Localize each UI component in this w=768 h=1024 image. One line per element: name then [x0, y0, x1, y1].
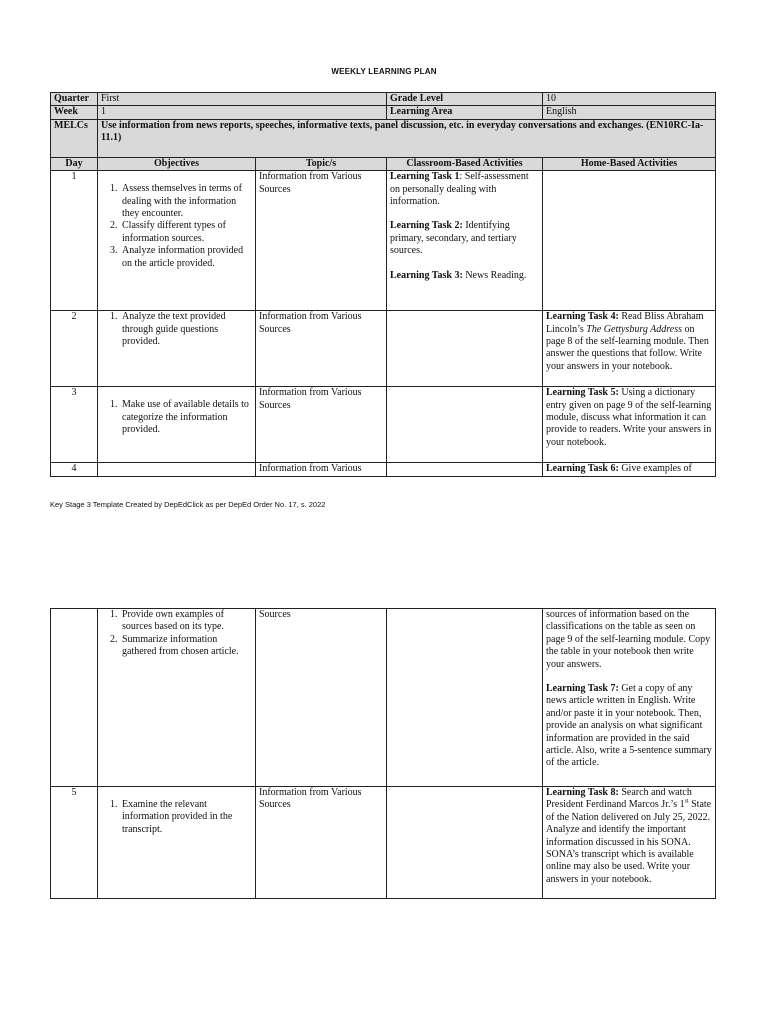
grade-value: 10 [543, 93, 716, 106]
learning-task-1 [390, 171, 539, 208]
topic-cell: Information from Various [256, 463, 387, 476]
objective-item: 1. Analyze the text provided through guide questions provided. [120, 311, 252, 348]
learning-task-2 [390, 220, 539, 257]
grade-label: Grade Level [387, 93, 543, 106]
task-text: Read Bliss Abraham Lincoln’s [546, 311, 704, 335]
classroom-cell [387, 787, 543, 899]
home-cell [543, 609, 716, 787]
home-cell [543, 463, 716, 476]
learning-task-7 [546, 683, 712, 770]
task-text-italic: The Gettysburg Address [586, 323, 683, 335]
col-day: Day [51, 157, 98, 170]
task-text: Give examples of [618, 463, 692, 475]
day-row [51, 463, 716, 476]
melcs-value: Use information from news reports, speeches, informative texts, panel discussion, etc. in everyday conversations and exchanges. (EN10RC-Ia-11.1) [98, 119, 716, 157]
task-text: Using a dictionary entry given on page 9 of the self-learning module, discuss what information it can provide to readers. Write your answers in your notebook. [546, 387, 712, 448]
task-label: Learning Task 3: [390, 269, 463, 281]
home-cell [543, 387, 716, 463]
task-text: Get a copy of any news article written in English. Write and/or paste it in your notebook. Then, provide an analysis on what significant information are provided in the said article. Also, write a 5-sentence summary of the article. [546, 683, 712, 769]
col-topics: Topic/s [256, 157, 387, 170]
home-cell [543, 311, 716, 387]
week-row [51, 106, 716, 119]
task-text: Identifying primary, secondary, and tertiary sources. [390, 220, 517, 257]
objectives-cell [98, 787, 256, 899]
task-label: Learning Task 1 [390, 171, 460, 183]
topic-cell: Information from Various Sources [256, 171, 387, 311]
task-label: Learning Task 6: [546, 463, 619, 475]
task-label: Learning Task 8: [546, 787, 619, 798]
classroom-cell [387, 171, 543, 311]
task-text: State of the Nation delivered on July 25, 2022. Analyze and identify the important information discussed in his SONA. SONA’s transcript which is available online may also be used. Write your answers in your notebook. [546, 799, 712, 885]
objective-item: 2. Classify different types of information sources. [120, 220, 252, 245]
task-text: Search and watch President Ferdinand Marcos Jr.’s 1 [546, 787, 692, 811]
page-title: WEEKLY LEARNING PLAN [331, 67, 437, 76]
task-label: Learning Task 2: [390, 220, 463, 232]
objective-item: 2. Summarize information gathered from chosen article. [120, 634, 252, 659]
objectives-cell [98, 609, 256, 787]
area-label: Learning Area [387, 106, 543, 119]
col-classroom: Classroom-Based Activities [387, 157, 543, 170]
objective-item: 1. Assess themselves in terms of dealing with the information they encounter. [120, 183, 252, 220]
learning-task-6-cont: sources of information based on the classifications on the table as seen on page 9 of the self-learning module. Copy the table in your notebook then write your answers. [546, 609, 711, 670]
learning-task-3 [390, 270, 539, 282]
quarter-value: First [98, 93, 387, 106]
classroom-cell [387, 387, 543, 463]
classroom-cell [387, 609, 543, 787]
week-value: 1 [98, 106, 387, 119]
week-label: Week [51, 106, 98, 119]
day-row [51, 311, 716, 387]
day-row [51, 387, 716, 463]
area-value: English [543, 106, 716, 119]
day-row [51, 609, 716, 787]
objectives-cell [98, 463, 256, 476]
column-header-row [51, 157, 716, 170]
home-cell [543, 171, 716, 311]
melcs-label: MELCs [51, 119, 98, 157]
task-text: News Reading. [462, 269, 527, 281]
ordinal-suffix: st [684, 799, 689, 806]
topic-cell: Sources [256, 609, 387, 787]
col-home: Home-Based Activities [543, 157, 716, 170]
classroom-cell [387, 311, 543, 387]
objectives-cell [98, 171, 256, 311]
page-footer: Key Stage 3 Template Created by DepEdClick as per DepEd Order No. 17, s. 2022 [50, 500, 326, 509]
day-number: 4 [51, 463, 98, 476]
topic-cell: Information from Various Sources [256, 387, 387, 463]
home-cell [543, 787, 716, 899]
day-row [51, 787, 716, 899]
objectives-cell [98, 387, 256, 463]
task-label: Learning Task 7: [546, 683, 619, 695]
day-number: 3 [51, 387, 98, 463]
topic-cell: Information from Various Sources [256, 311, 387, 387]
day-number [51, 609, 98, 787]
day-number: 5 [51, 787, 98, 899]
quarter-row [51, 93, 716, 106]
objective-item: 3. Analyze information provided on the article provided. [120, 245, 252, 270]
objective-item: 1. Provide own examples of sources based on its type. [120, 609, 252, 634]
topic-cell: Information from Various Sources [256, 787, 387, 899]
classroom-cell [387, 463, 543, 476]
day-number: 2 [51, 311, 98, 387]
learning-plan-table-continued [50, 608, 716, 899]
quarter-label: Quarter [51, 93, 98, 106]
day-row [51, 171, 716, 311]
objectives-cell [98, 311, 256, 387]
task-text: : Self-assessment on personally dealing with information. [390, 171, 529, 208]
task-label: Learning Task 5: [546, 387, 619, 399]
objective-item: 1. Make use of available details to categorize the information provided. [120, 399, 252, 436]
col-objectives: Objectives [98, 157, 256, 170]
day-number: 1 [51, 171, 98, 311]
task-label: Learning Task 4: [546, 311, 619, 323]
melcs-row [51, 119, 716, 157]
task-text: on page 8 of the self-learning module. Then answer the questions that follow. Write your answers in your notebook. [546, 323, 709, 372]
objective-item: 1. Examine the relevant information provided in the transcript. [120, 799, 252, 836]
learning-plan-table [50, 92, 716, 477]
